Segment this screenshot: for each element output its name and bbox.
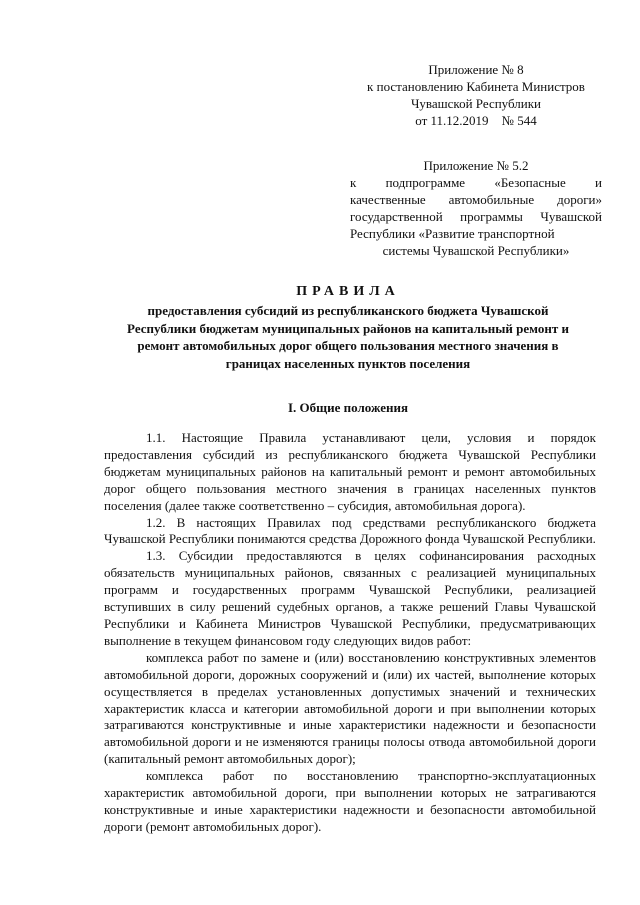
annex-5-2-line-1: Приложение № 5.2 — [423, 158, 529, 173]
paragraph-1-1: 1.1. Настоящие Правила устанавливают цели, условия и порядок предоставления субсидий из республиканского бюджета Чувашской Республики бюджетам муниципальных районов на капитальный ремонт и ремонт автомобильных дорог общего пользования местного значения в границах населенных пунктов поселения (далее также соответственно – субсидия, автомобильная дорога). — [104, 430, 596, 513]
annex-8-line-2: к постановлению Кабинета Министров — [367, 78, 585, 94]
paragraph-repair: комплекса работ по восстановлению транспортно-эксплуатационных характеристик автомобильной дороги, при выполнении которых не затрагиваются конструктивные и иные характеристики надежности и безопасности автомобильной дороги (ремонт автомобильных дорог). — [104, 768, 596, 834]
annex-5-2-last-line: системы Чувашской Республики» — [382, 242, 570, 258]
section-heading: I. Общие положения — [288, 400, 408, 415]
paragraph-1-3: 1.3. Субсидии предоставляются в целях софинансирования расходных обязательств муниципальных районов, связанных с реализацией муниципальных программ и государственных программ Чувашской Республики, реализацией вступивших в силу решений судебных органов, а также решений Главы Чувашской Республики и Кабинета Министров Чувашской Республики, предусматривающих выполнение в текущем финансовом году следующих видов работ: — [104, 548, 596, 648]
annex-5-2-block — [350, 158, 602, 259]
body-text — [104, 430, 596, 836]
annex-8-line-1: Приложение № 8 — [428, 62, 524, 77]
document-title: ПРАВИЛА — [296, 284, 400, 299]
annex-8-line-4: от 11.12.2019 № 544 — [415, 112, 537, 128]
paragraph-capital-repair: комплекса работ по замене и (или) восстановлению конструктивных элементов автомобильной дороги, дорожных сооружений и (или) их частей, выполнение которых осуществляется в пределах установленных допустимых значений и технических характеристик класса и категории автомобильной дороги и при выполнении которых затрагиваются конструктивные и иные характеристики надежности и безопасности автомобильной дороги и не изменяются границы полосы отвода автомобильной дороги (капитальный ремонт автомобильных дорог); — [104, 649, 596, 767]
annex-8-line-3: Чувашской Республики — [410, 95, 542, 111]
annex-8-block — [350, 62, 602, 130]
annex-5-2-text: к подпрограмме «Безопасные и качественные автомобильные дороги» государственной программы Чувашской Республики «Развитие транспортной — [350, 174, 602, 241]
paragraph-1-2: 1.2. В настоящих Правилах под средствами республиканского бюджета Чувашской Республики понимаются средства Дорожного фонда Чувашской Республики. — [104, 514, 596, 547]
document-subtitle: предоставления субсидий из республиканского бюджета Чувашской Республики бюджетам муниципальных районов на капитальный ремонт и ремонт автомобильных дорог общего пользования местного значения в границах населенных пунктов поселения — [127, 303, 569, 371]
